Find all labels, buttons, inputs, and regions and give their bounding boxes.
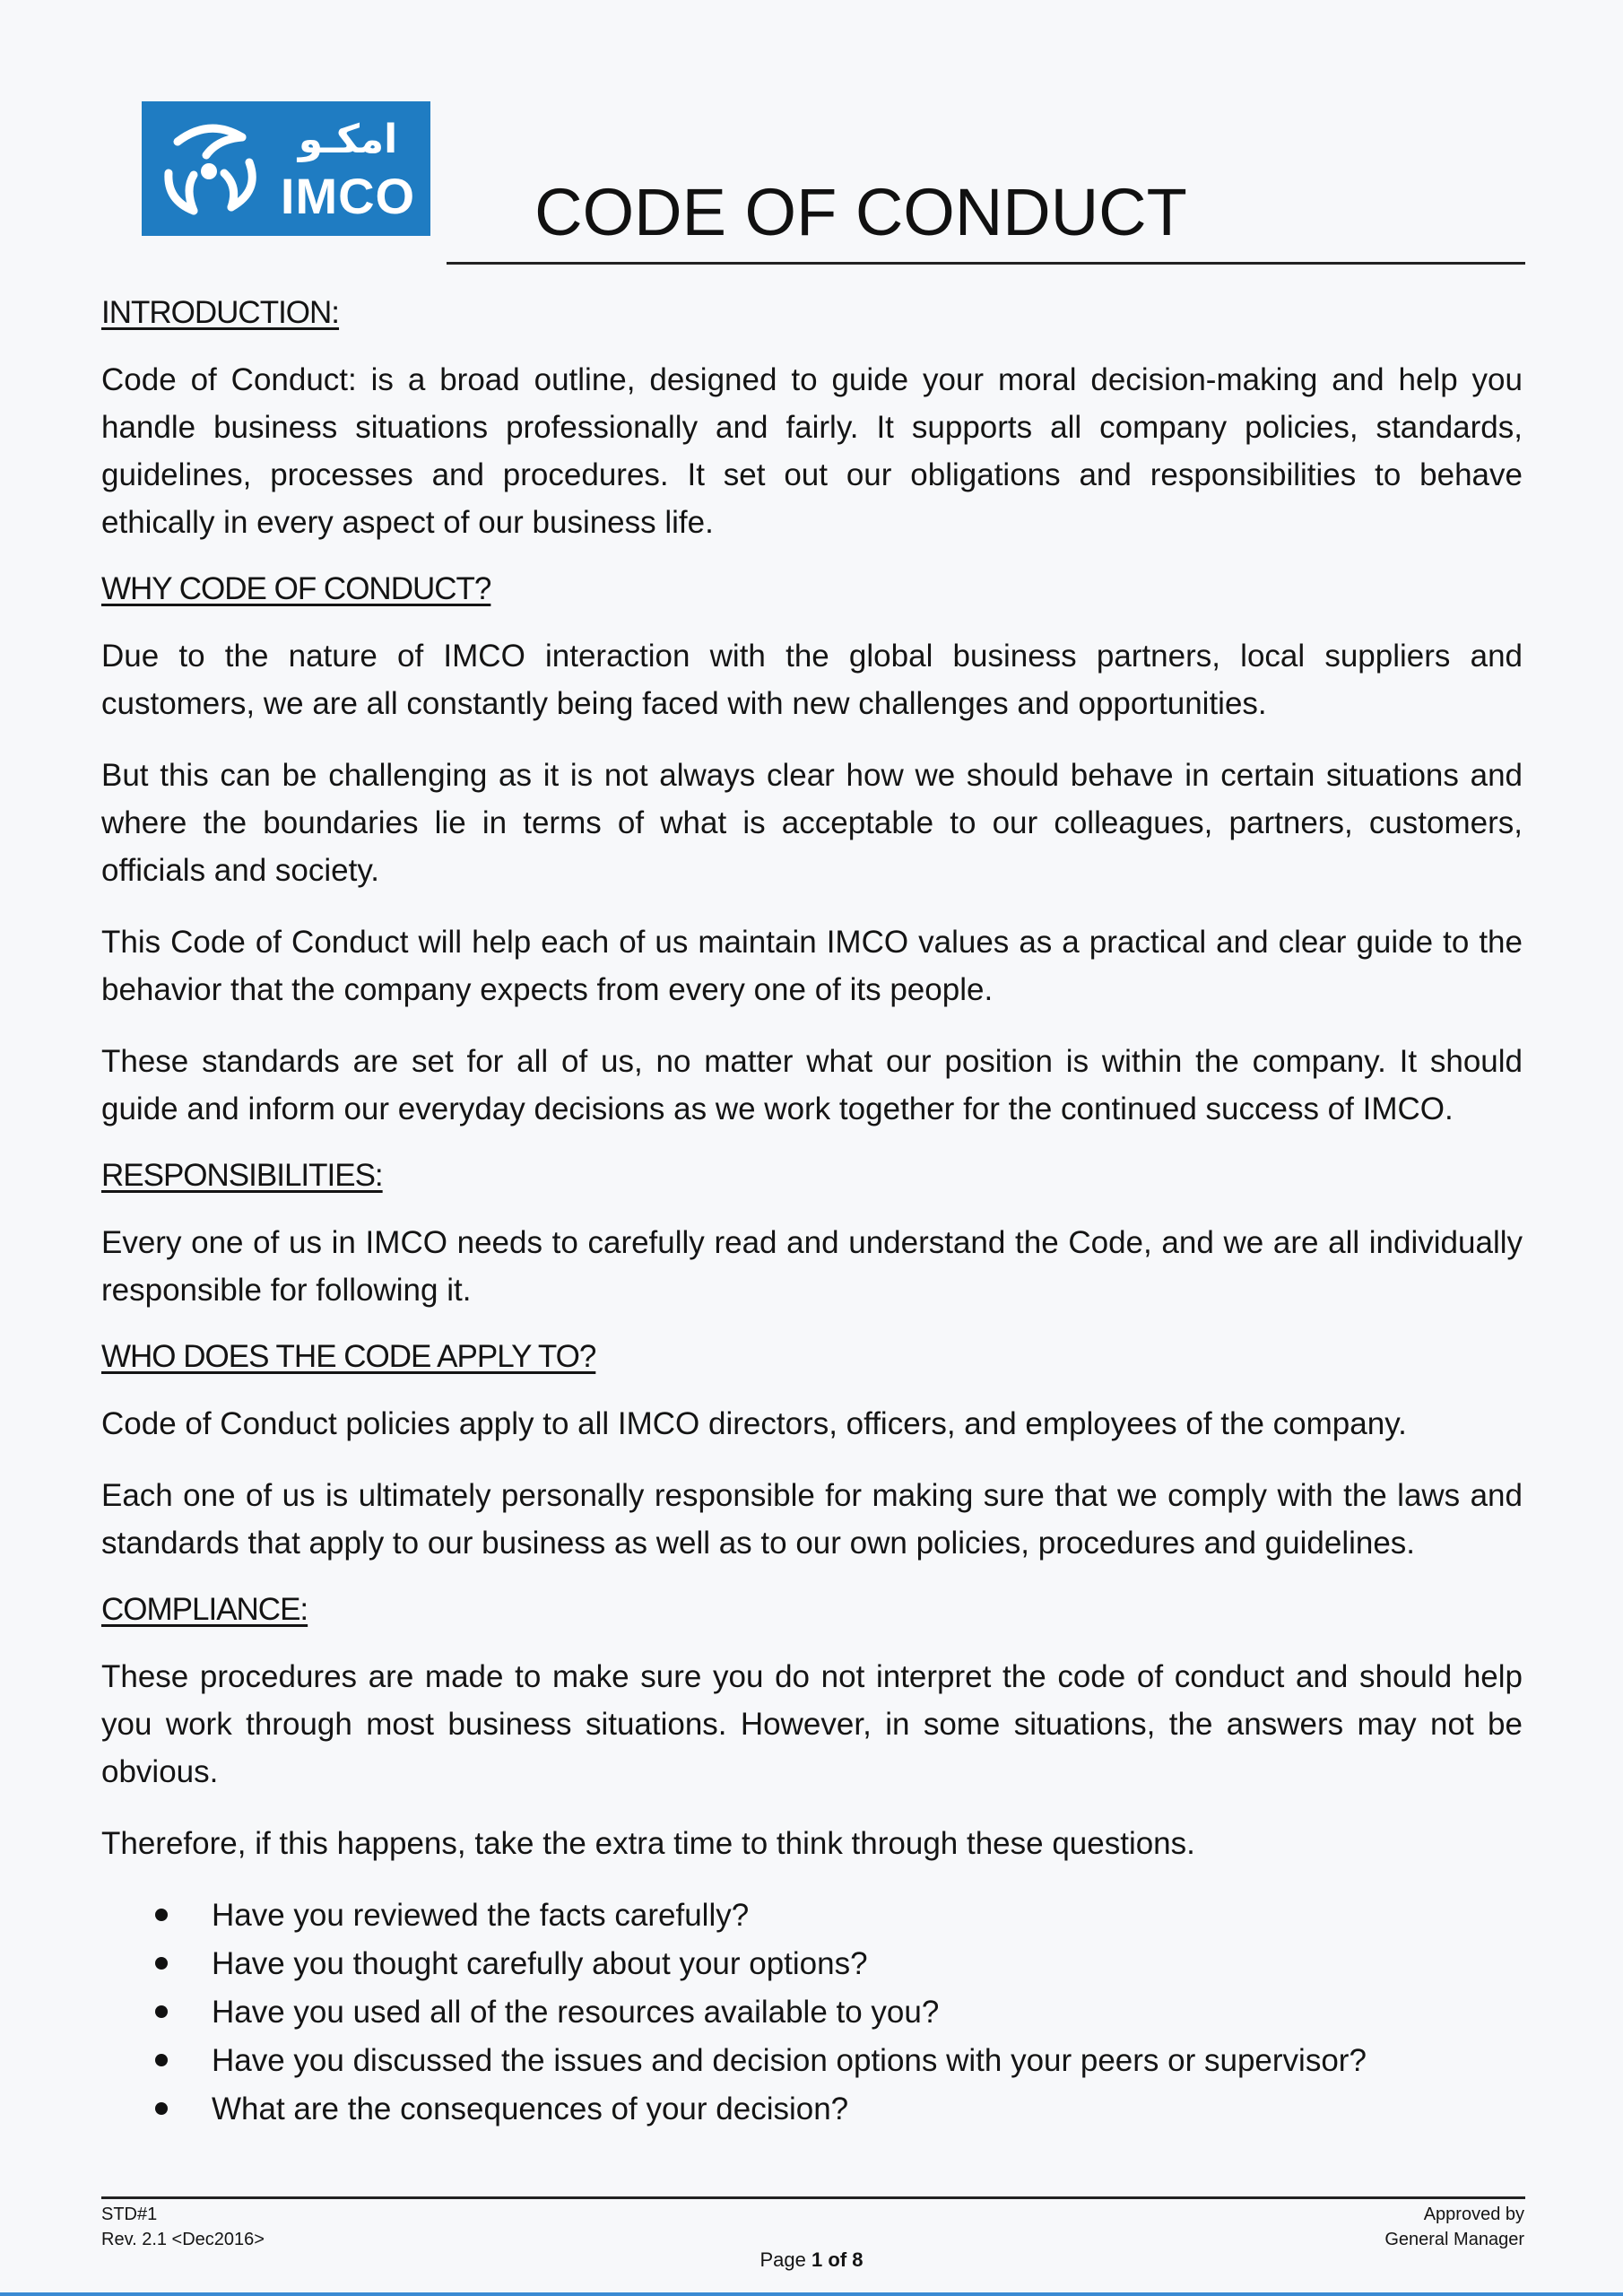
footer-divider	[101, 2196, 1525, 2199]
page-current: 1	[812, 2248, 823, 2271]
logo-brand-text: IMCO	[280, 168, 416, 224]
section-heading-who: WHO DOES THE CODE APPLY TO?	[101, 1339, 596, 1374]
list-item-text: What are the consequences of your decision?	[212, 2092, 849, 2126]
document-body	[101, 294, 1523, 2134]
bullet-icon	[155, 1909, 168, 1921]
paragraph: Due to the nature of IMCO interaction with the global business partners, local suppliers and customers, we are all constantly being faced with new challenges and opportunities.	[101, 639, 1523, 721]
footer-right	[1384, 2202, 1524, 2252]
list-item-text: Have you reviewed the facts carefully?	[212, 1898, 750, 1933]
approver: General Manager	[1384, 2230, 1524, 2249]
company-logo	[142, 101, 430, 236]
bullet-icon	[155, 2005, 168, 2018]
list-item	[101, 1988, 1523, 2037]
viewer-bottom-bar	[0, 2292, 1623, 2296]
page-title: CODE OF CONDUCT	[534, 175, 1187, 249]
section-heading-why: WHY CODE OF CONDUCT?	[101, 571, 491, 606]
page-number	[0, 2248, 1623, 2273]
question-list	[101, 1892, 1523, 2134]
page-of: of	[828, 2248, 847, 2271]
bullet-icon	[155, 2054, 168, 2066]
paragraph: But this can be challenging as it is not always clear how we should behave in certain situations and where the boundaries lie in terms of what is acceptable to our colleagues, partners, customers, officials and society.	[101, 758, 1523, 888]
swirl-emblem-icon	[142, 101, 276, 236]
bullet-icon	[155, 2102, 168, 2115]
list-item	[101, 1892, 1523, 1940]
revision: Rev. 2.1 <Dec2016>	[101, 2230, 265, 2249]
page-prefix: Page	[759, 2248, 806, 2271]
paragraph: These standards are set for all of us, no matter what our position is within the company. It should guide and inform our everyday decisions as we work together for the continued success of IMCO.	[101, 1044, 1523, 1126]
paragraph: Code of Conduct policies apply to all IMCO directors, officers, and employees of the company.	[101, 1406, 1407, 1441]
paragraph: These procedures are made to make sure you do not interpret the code of conduct and should help you work through most business situations. However, in some situations, the answers may not be obvious.	[101, 1659, 1523, 1789]
paragraph: This Code of Conduct will help each of us maintain IMCO values as a practical and clear guide to the behavior that the company expects from every one of its people.	[101, 925, 1523, 1007]
paragraph: Every one of us in IMCO needs to carefully read and understand the Code, and we are all individually responsible for following it.	[101, 1225, 1523, 1308]
list-item	[101, 1940, 1523, 1988]
doc-id: STD#1	[101, 2205, 158, 2224]
section-heading-introduction: INTRODUCTION:	[101, 295, 340, 330]
list-item-text: Have you used all of the resources available to you?	[212, 1995, 940, 2030]
footer-left	[101, 2202, 265, 2252]
title-divider	[447, 262, 1525, 265]
list-item	[101, 2037, 1523, 2085]
list-item-text: Have you thought carefully about your options?	[212, 1946, 868, 1981]
bullet-icon	[155, 1957, 168, 1970]
paragraph: Therefore, if this happens, take the extra time to think through these questions.	[101, 1826, 1195, 1861]
logo-arabic-text: امكـو	[298, 117, 398, 162]
approved-label: Approved by	[1423, 2205, 1524, 2224]
paragraph: Each one of us is ultimately personally responsible for making sure that we comply with the laws and standards that apply to our business as well as to our own policies, procedures and guidelines.	[101, 1478, 1523, 1561]
section-heading-responsibilities: RESPONSIBILITIES:	[101, 1158, 383, 1193]
list-item	[101, 2085, 1523, 2134]
paragraph: Code of Conduct: is a broad outline, designed to guide your moral decision-making and help you handle business situations professionally and fairly. It supports all company policies, standards, guidelines, processes and procedures. It set out our obligations and responsibilities to behave ethically in every aspect of our business life.	[101, 362, 1523, 540]
page-total: 8	[852, 2248, 864, 2271]
section-heading-compliance: COMPLIANCE:	[101, 1592, 308, 1627]
list-item-text: Have you discussed the issues and decision options with your peers or supervisor?	[212, 2043, 1367, 2078]
